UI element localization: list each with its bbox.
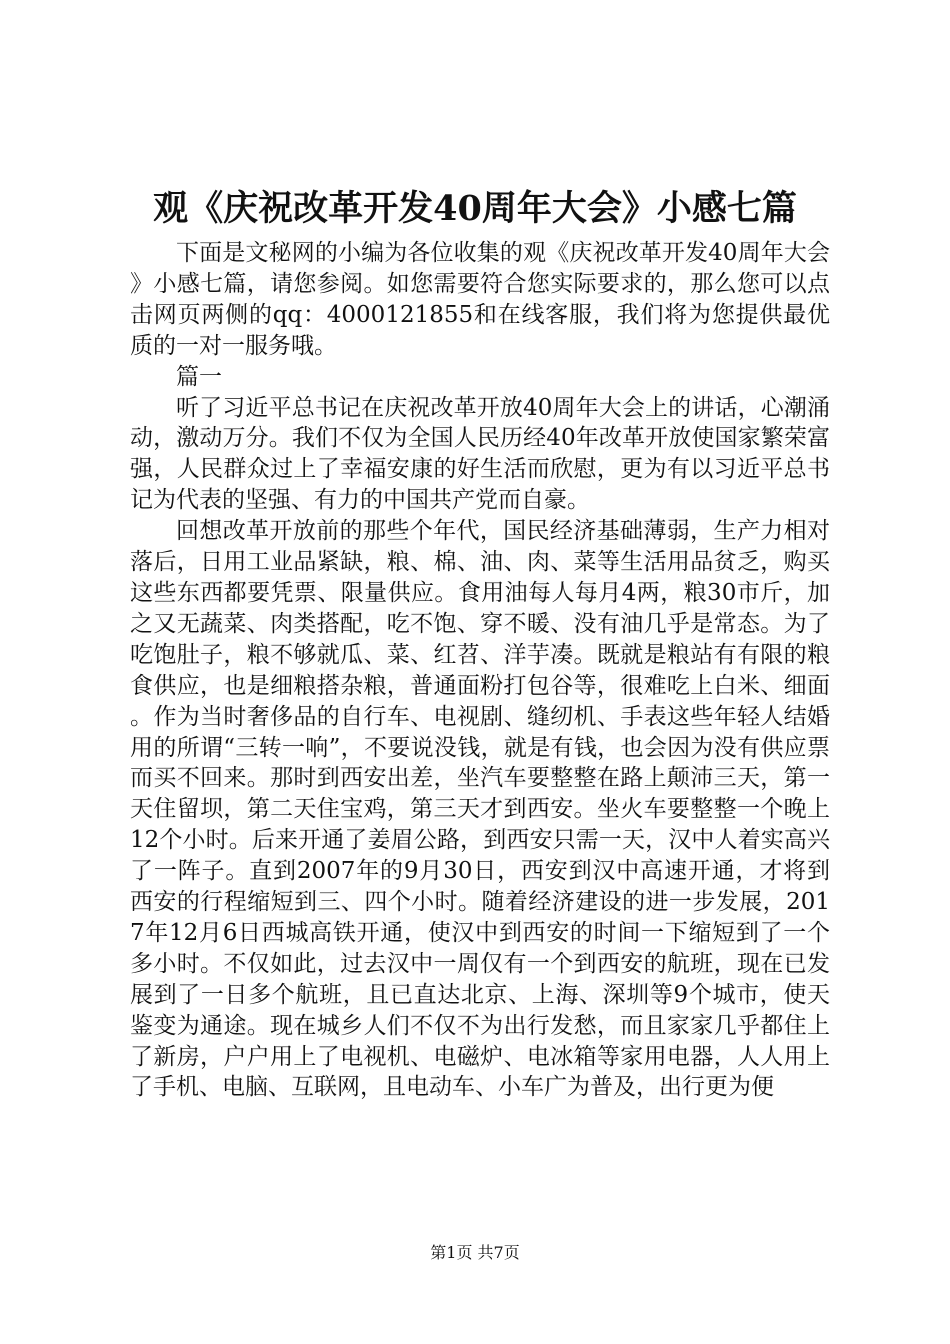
body-paragraph: 听了习近平总书记在庆祝改革开放40周年大会上的讲话，心潮涌动，激动万分。我们不仅为全国人民历经40年改革开放使国家繁荣富强，人民群众过上了幸福安康的好生活而欣慰，更为有以习近平总书记为代表的坚强、有力的中国共产党而自豪。 [130, 394, 830, 514]
page-footer: 第1页 共7页 [430, 1243, 520, 1262]
body-paragraph: 回想改革开放前的那些个年代，国民经济基础薄弱，生产力相对落后，日用工业品紧缺，粮、棉、油、肉、菜等生活用品贫乏，购买这些东西都要凭票、限量供应。食用油每人每月4两，粮30市斤，加之又无蔬菜、肉类搭配，吃不饱、穿不暖、没有油几乎是常态。为了吃饱肚子，粮不够就瓜、菜、红苕、洋芋凑。既就是粮站有有限的粮食供应，也是细粮搭杂粮，普通面粉打包谷等，很难吃上白米、细面。作为当时奢侈品的自行车、电视剧、缝纫机、手表这些年轻人结婚用的所谓“三转一响”，不要说没钱，就是有钱，也会因为没有供应票而买不回来。那时到西安出差，坐汽车要整整在路上颠沛三天，第一天住留坝，第二天住宝鸡，第三天才到西安。坐火车要整整一个晚上12个小时。后来开通了姜眉公路，到西安只需一天，汉中人着实高兴了一阵子。直到2007年的9月30日，西安到汉中高速开通，才将到西安的行程缩短到三、四个小时。随着经济建设的进一步发展，2017年12月6日西城高铁开通，使汉中到西安的时间一下缩短到了一个多小时。不仅如此，过去汉中一周仅有一个到西安的航班，现在已发展到了一日多个航班，且已直达北京、上海、深圳等9个城市，使天鉴变为通途。现在城乡人们不仅不为出行发愁，而且家家几乎都住上了新房，户户用上了电视机、电磁炉、电冰箱等家用电器，人人用上了手机、电脑、互联网，且电动车、小车广为普及，出行更为便 [130, 518, 830, 1101]
document-title: 观《庆祝改革开发40周年大会》小感七篇 [153, 188, 797, 229]
intro-paragraph: 下面是文秘网的小编为各位收集的观《庆祝改革开发40周年大会》小感七篇，请您参阅。如您需要符合您实际要求的，那么您可以点击网页两侧的qq：4000121855和在线客服，我们将为您提供最优质的一对一服务哦。 [130, 240, 830, 359]
document-body [130, 238, 830, 1103]
section-heading: 篇一 [176, 363, 222, 390]
